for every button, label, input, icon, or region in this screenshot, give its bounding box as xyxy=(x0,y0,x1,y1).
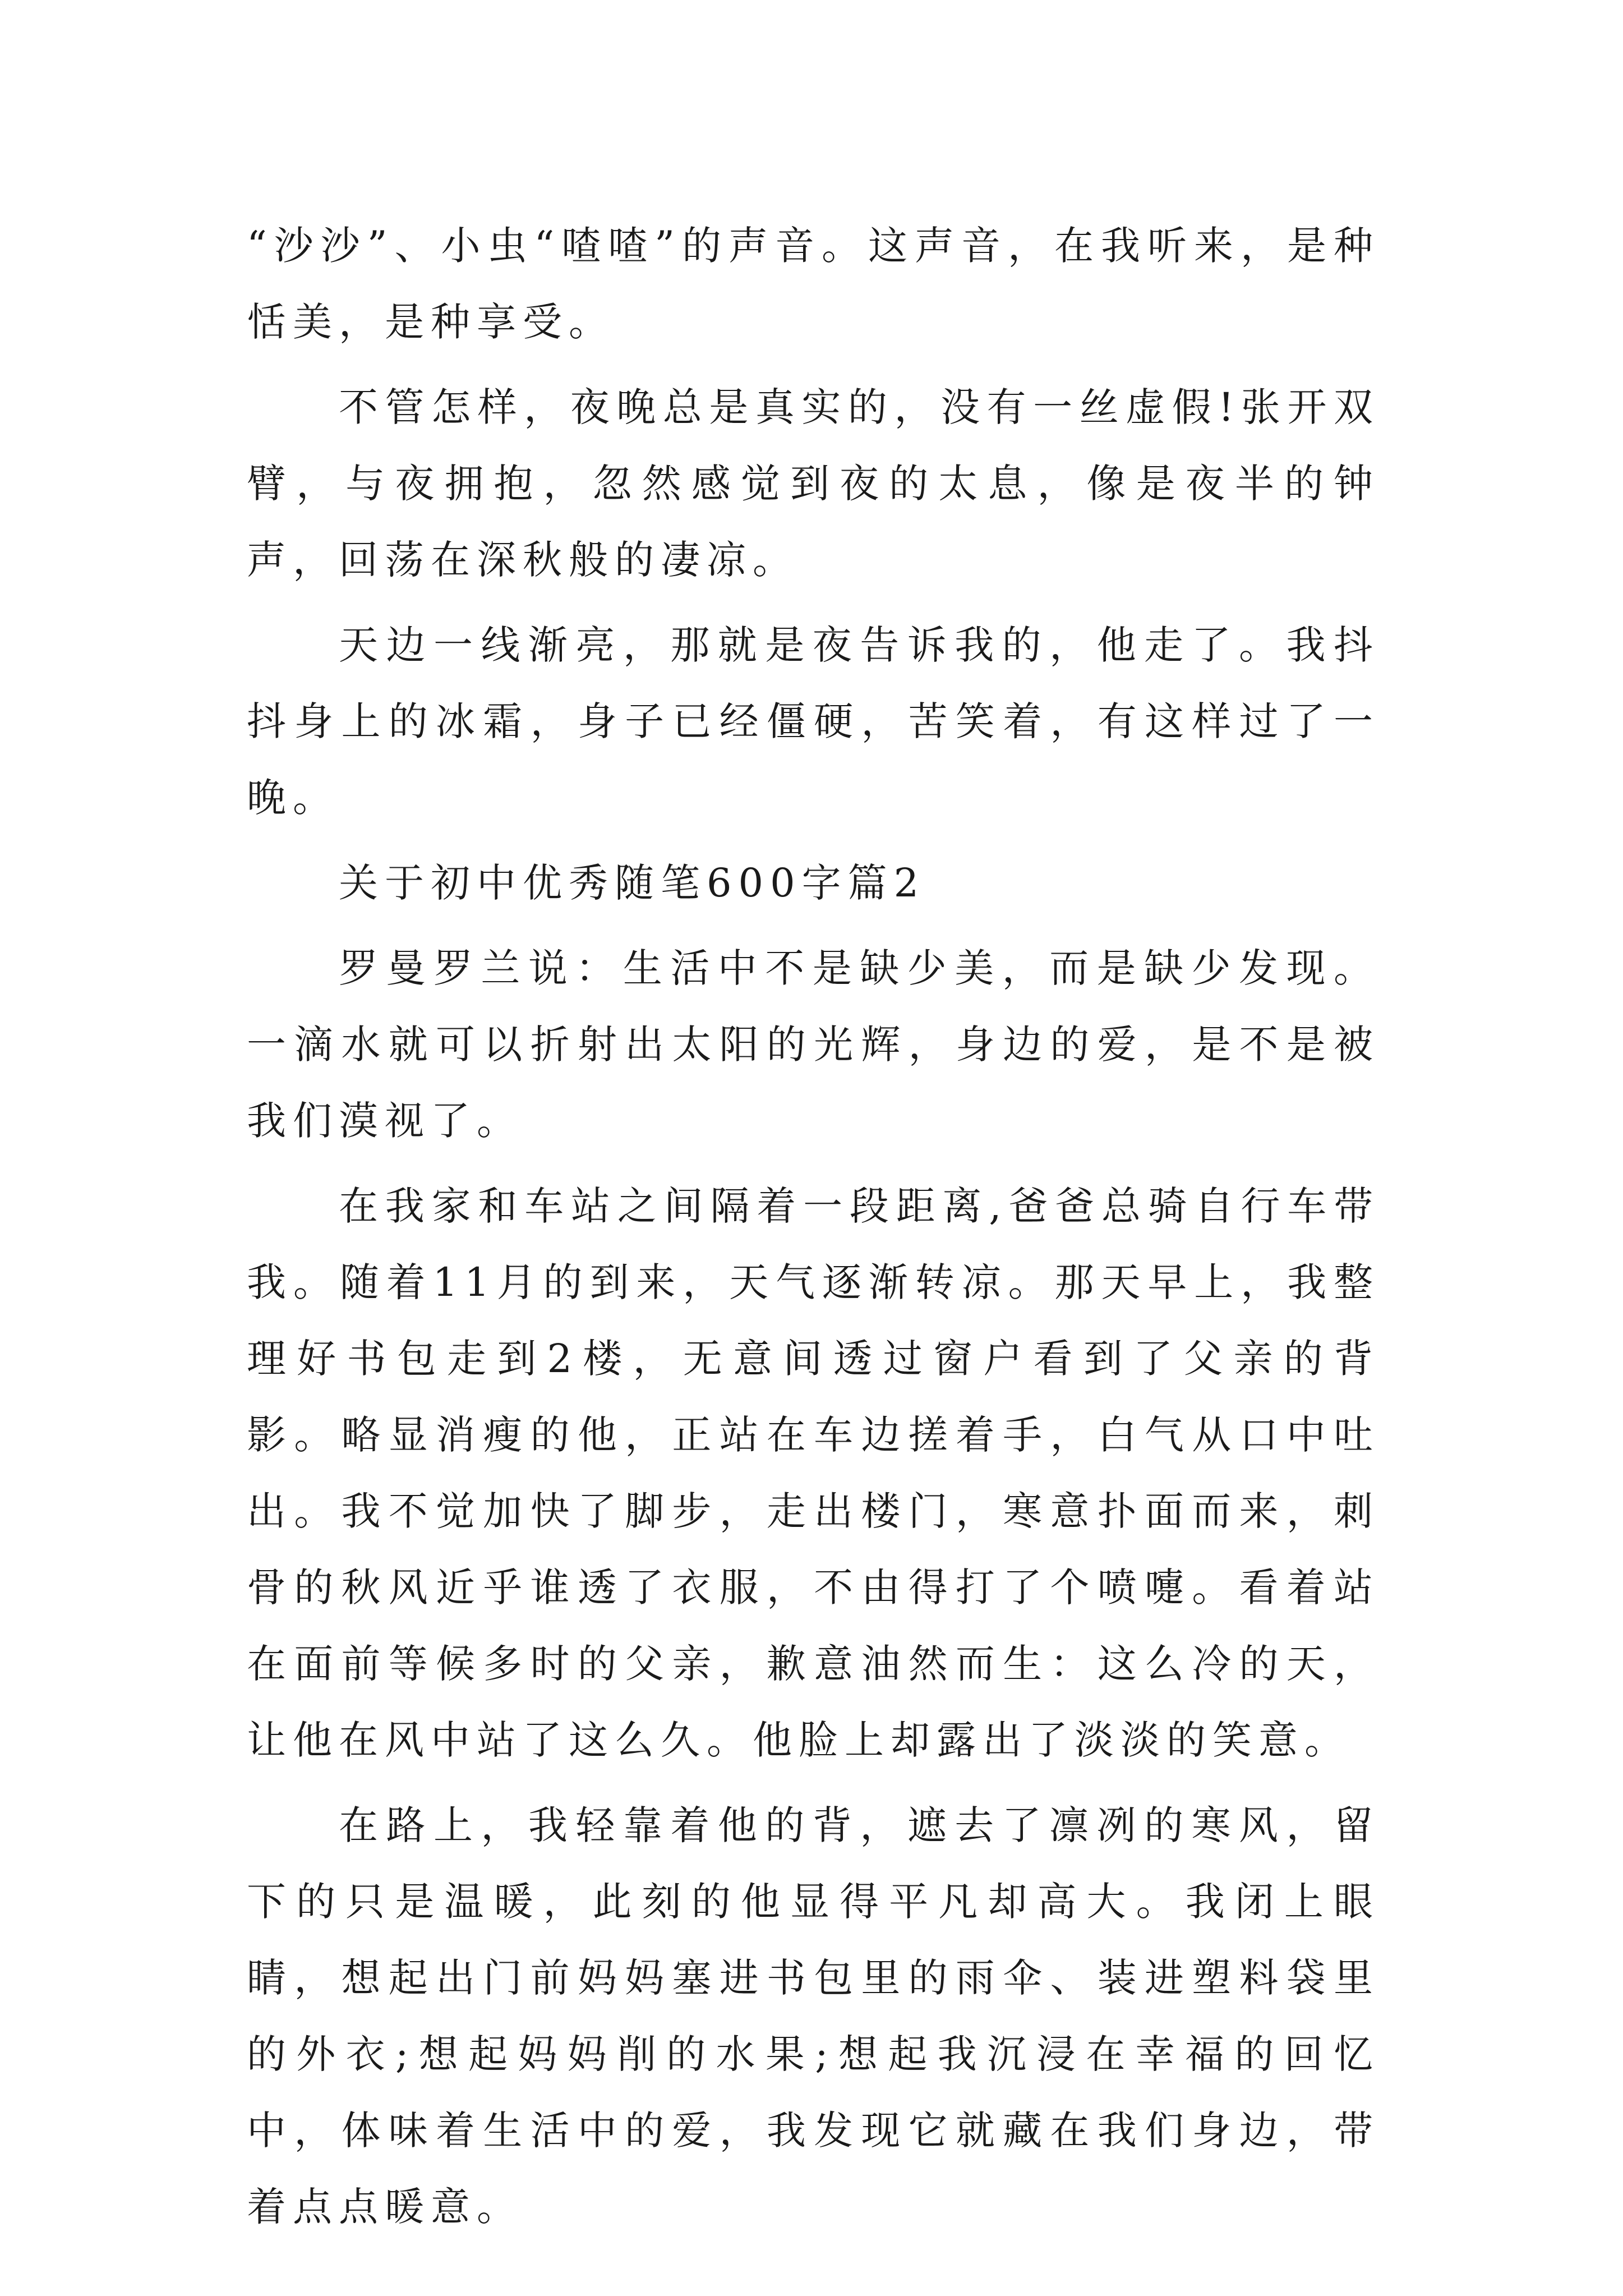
paragraph: 在我家和车站之间隔着一段距离,爸爸总骑自行车带我。随着11月的到来，天气逐渐转凉。那天早上，我整理好书包走到2楼，无意间透过窗户看到了父亲的背影。略显消瘦的他，正站在车边搓着手，白气从口中吐出。我不觉加快了脚步，走出楼门，寒意扑面而来，刺骨的秋风近乎谁透了衣服，不由得打了个喷嚏。看着站在面前等候多时的父亲，歉意油然而生：这么冷的天，让他在风中站了这么久。他脸上却露出了淡淡的笑意。 xyxy=(247,1183,1380,1763)
paragraph: 在路上，我轻靠着他的背，遮去了凛冽的寒风，留下的只是温暖，此刻的他显得平凡却高大。我闭上眼睛，想起出门前妈妈塞进书包里的雨伞、装进塑料袋里的外衣;想起妈妈削的水果;想起我沉浸在幸福的回忆中，体味着生活中的爱，我发现它就藏在我们身边，带着点点暖意。 xyxy=(247,1802,1380,2230)
paragraph: 天边一线渐亮，那就是夜告诉我的，他走了。我抖抖身上的冰霜，身子已经僵硬，苦笑着，有这样过了一晚。 xyxy=(247,622,1380,821)
paragraph-continuation: “沙沙”、小虫“喳喳”的声音。这声音，在我听来，是种恬美，是种享受。 xyxy=(247,223,1380,345)
section-heading: 关于初中优秀随笔600字篇2 xyxy=(339,860,926,906)
paragraph: 不管怎样，夜晚总是真实的，没有一丝虚假!张开双臂，与夜拥抱，忽然感觉到夜的太息，像是夜半的钟声，回荡在深秋般的凄凉。 xyxy=(247,384,1380,583)
paragraph: 罗曼罗兰说：生活中不是缺少美，而是缺少发现。一滴水就可以折射出太阳的光辉，身边的爱，是不是被我们漠视了。 xyxy=(247,945,1380,1144)
document-body xyxy=(247,208,1380,2254)
